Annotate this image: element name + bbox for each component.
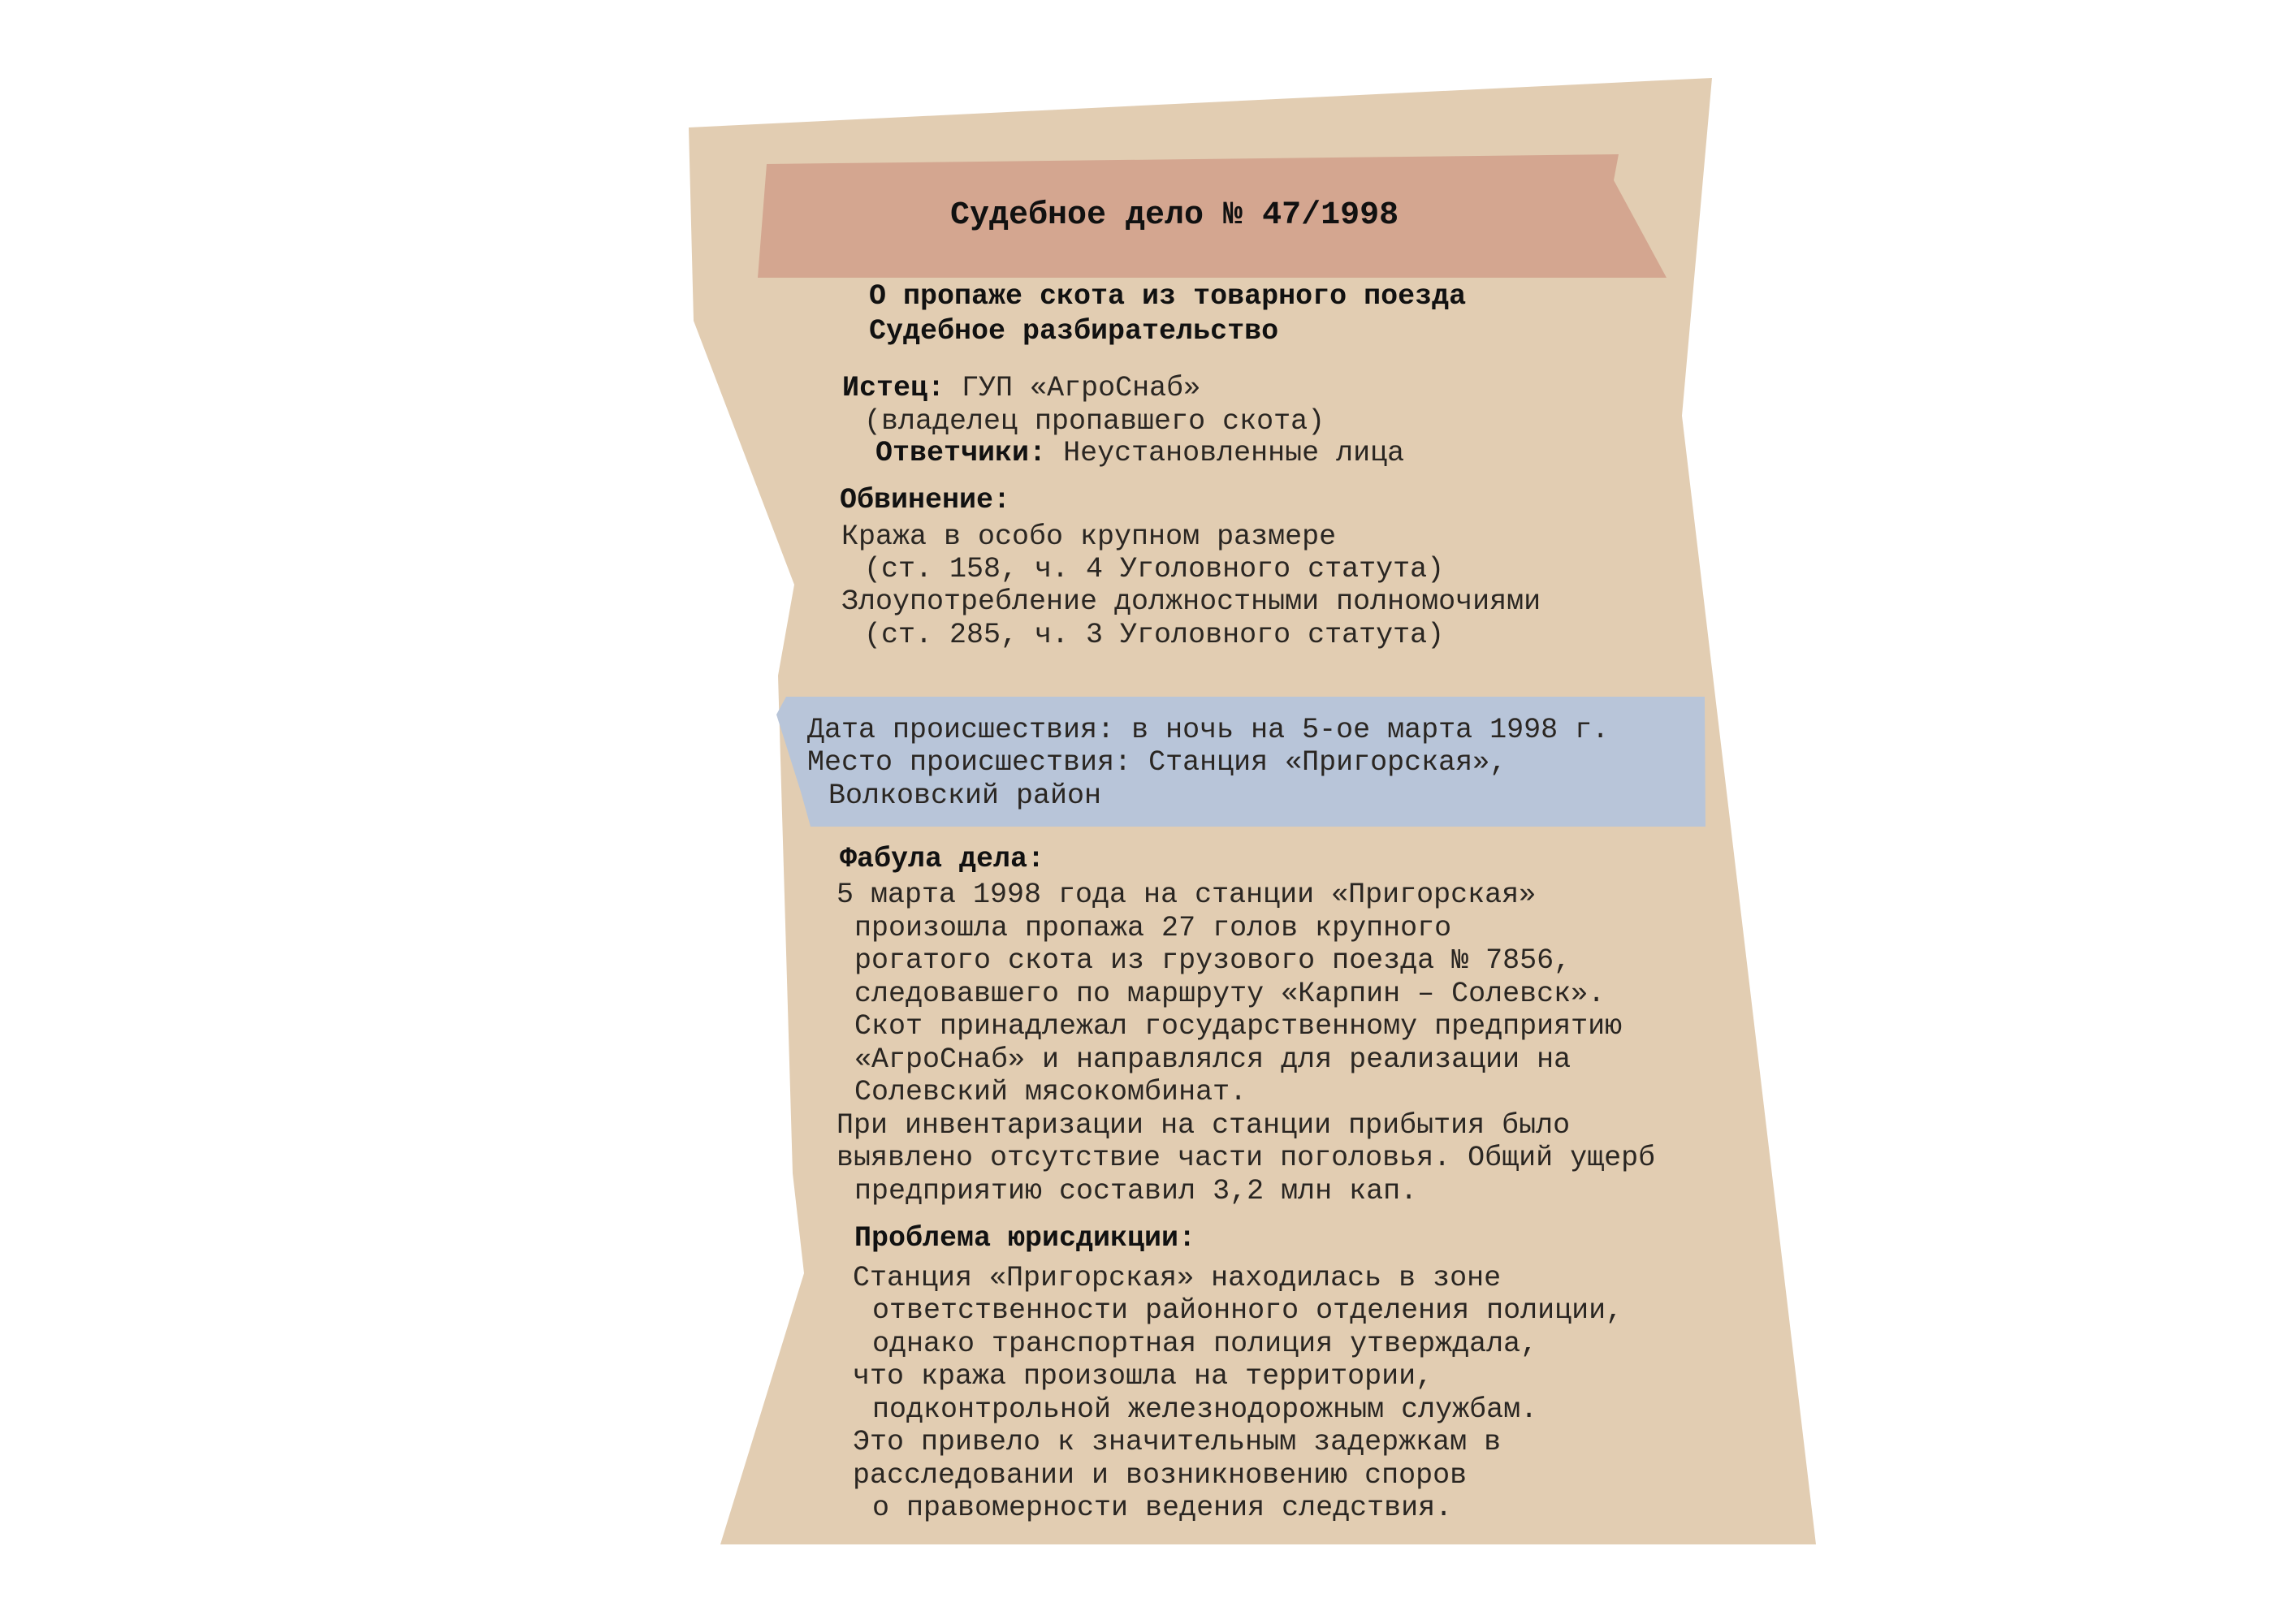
jurisdiction-line: однако транспортная полиция утверждала,: [872, 1328, 1538, 1360]
jurisdiction-line: ответственности районного отделения полиции,: [872, 1294, 1623, 1327]
charge-line: (ст. 285, ч. 3 Уголовного статута): [864, 619, 1445, 651]
charge-line: Злоупотребление должностными полномочиями: [841, 585, 1541, 618]
plaintiff-line: [842, 372, 1200, 404]
jurisdiction-heading: Проблема юрисдикции:: [854, 1222, 1196, 1255]
defendants-line: [875, 437, 1404, 469]
incident-district: Волковский район: [828, 780, 1102, 812]
case-title: Судебное дело № 47/1998: [950, 197, 1399, 234]
jurisdiction-line: что кража произошла на территории,: [853, 1360, 1433, 1393]
plaintiff-label: Истец:: [842, 372, 945, 404]
plaintiff-note: (владелец пропавшего скота): [864, 405, 1325, 438]
plot-line: предприятию составил 3,2 млн кап.: [854, 1175, 1418, 1207]
plot-line: «АгроСнаб» и направлялся для реализации на: [854, 1043, 1571, 1076]
jurisdiction-line: расследовании и возникновению споров: [853, 1459, 1468, 1492]
case-subtitle-2: Судебное разбирательство: [869, 315, 1279, 348]
incident-place: Место происшествия: Станция «Пригорская»,: [807, 746, 1507, 779]
jurisdiction-line: Это привело к значительным задержкам в: [853, 1426, 1502, 1458]
plot-line: 5 марта 1998 года на станции «Пригорская»: [837, 879, 1537, 911]
jurisdiction-line: Станция «Пригорская» находилась в зоне: [853, 1262, 1502, 1294]
plaintiff-value: ГУП «АгроСнаб»: [962, 372, 1201, 404]
defendants-label: Ответчики:: [875, 437, 1047, 469]
defendants-value: Неустановленные лица: [1063, 437, 1405, 469]
plot-line: выявлено отсутствие части поголовья. Общий ущерб: [837, 1142, 1656, 1174]
plot-heading: Фабула дела:: [840, 843, 1045, 875]
jurisdiction-line: о правомерности ведения следствия.: [872, 1492, 1453, 1524]
charge-line: (ст. 158, ч. 4 Уголовного статута): [864, 553, 1445, 585]
incident-date: Дата происшествия: в ночь на 5-ое марта 1998 г.: [807, 714, 1610, 746]
plot-line: Солевский мясокомбинат.: [854, 1076, 1247, 1108]
plot-line: Скот принадлежал государственному предприятию: [854, 1010, 1623, 1043]
charge-line: Кража в особо крупном размере: [841, 520, 1337, 553]
jurisdiction-line: подконтрольной железнодорожным службам.: [872, 1393, 1538, 1426]
case-subtitle-1: О пропаже скота из товарного поезда: [869, 280, 1467, 313]
charges-heading: Обвинение:: [840, 484, 1011, 516]
plot-line: следовавшего по маршруту «Карпин – Солевск».: [854, 978, 1606, 1010]
plot-line: произошла пропажа 27 голов крупного: [854, 912, 1452, 944]
plot-line: рогатого скота из грузового поезда № 7856,: [854, 944, 1571, 977]
plot-line: При инвентаризации на станции прибытия было: [837, 1109, 1571, 1142]
